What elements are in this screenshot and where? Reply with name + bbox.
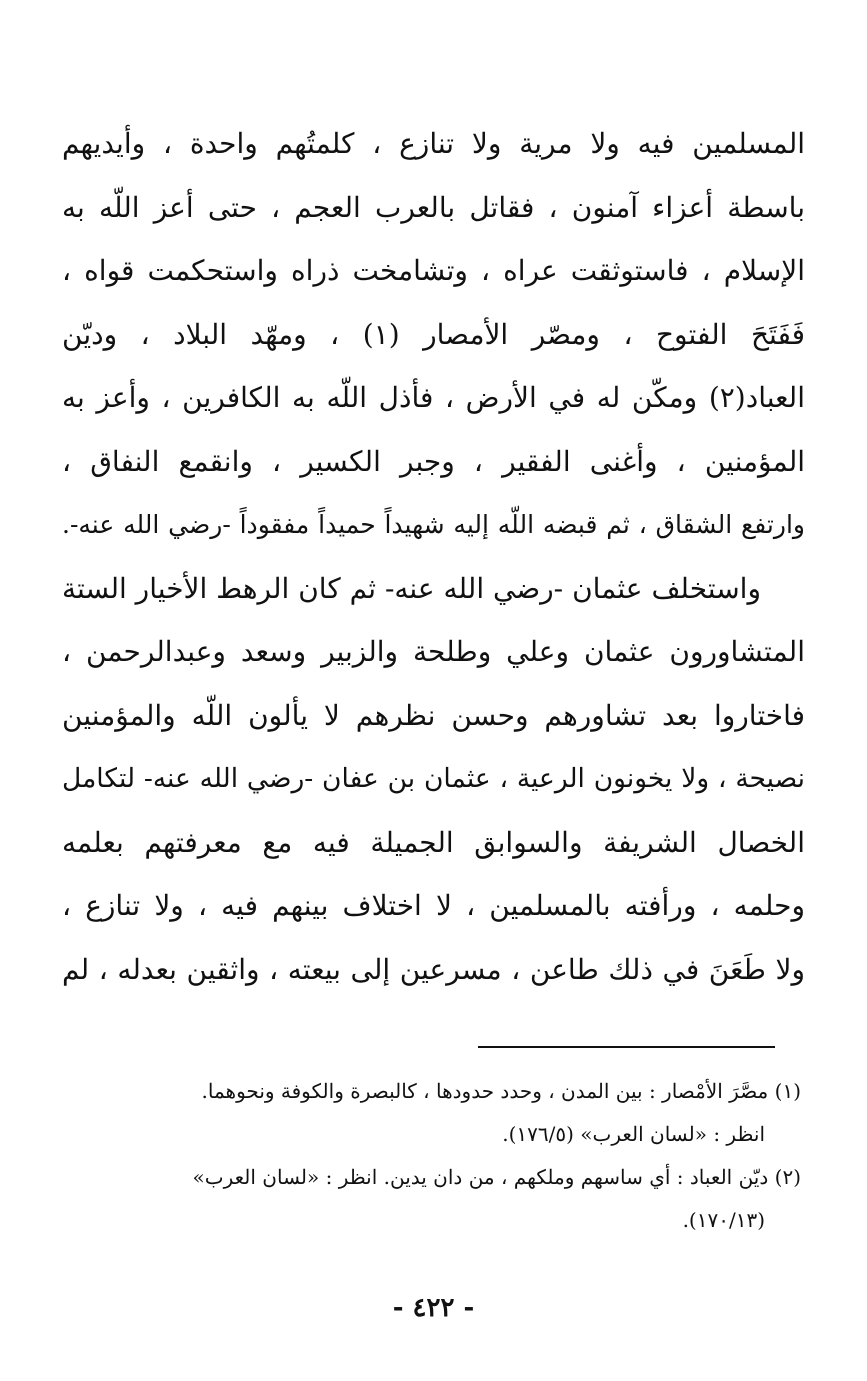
text-line: الإسلام ، فاستوثقت عراه ، وتشامخت ذراه واستحكمت قواه ، xyxy=(62,254,805,287)
text-line: واستخلف عثمان -رضي الله عنه- ثم كان الرهط الأخيار الستة xyxy=(62,571,761,605)
footnote-separator xyxy=(478,1046,775,1048)
text-line: المؤمنين ، وأغنى الفقير ، وجبر الكسير ، وانقمع النفاق ، xyxy=(62,444,805,478)
text-line: فاختاروا بعد تشاورهم وحسن نظرهم لا يألون اللّه والمؤمنين xyxy=(62,698,805,732)
page-number: - ٤٢٢ - xyxy=(392,1293,475,1323)
footnote-2-continuation: (١٧٠/١٣). xyxy=(682,1208,765,1232)
text-line: باسطة أعزاء آمنون ، فقاتل بالعرب العجم ، حتى أعز اللّه به xyxy=(62,190,805,224)
text-line: وحلمه ، ورأفته بالمسلمين ، لا اختلاف بينهم فيه ، ولا تنازع ، xyxy=(62,889,805,922)
text-line: العباد(٢) ومكّن له في الأرض ، فأذل اللّه به الكافرين ، وأعز به xyxy=(62,381,805,414)
footnotes xyxy=(62,1070,801,1242)
text-line: ولا طَعَنَ في ذلك طاعن ، مسرعين إلى بيعته ، واثقين بعدله ، لم xyxy=(62,952,805,986)
text-line: وارتفع الشقاق ، ثم قبضه اللّه إليه شهيداً حميداً مفقوداً -رضي الله عنه-. xyxy=(62,510,805,539)
main-text xyxy=(62,112,805,1001)
footnote-1-continuation: انظر : «لسان العرب» (١٧٦/٥). xyxy=(502,1122,765,1146)
text-line: المتشاورون عثمان وعلي وطلحة والزبير وسعد وعبدالرحمن ، xyxy=(62,635,805,668)
text-line: نصيحة ، ولا يخونون الرعية ، عثمان بن عفان -رضي الله عنه- لتكامل xyxy=(62,763,805,794)
text-line: الخصال الشريفة والسوابق الجميلة فيه مع معرفتهم بعلمه xyxy=(62,825,805,859)
footnote-2: (٢) ديّن العباد : أي ساسهم وملكهم ، من دان يدين. انظر : «لسان العرب» xyxy=(192,1165,801,1189)
text-line: المسلمين فيه ولا مرية ولا تنازع ، كلمتُهم واحدة ، وأيديهم xyxy=(62,127,805,160)
footnote-1: (١) مصَّرَ الأمْصار : بين المدن ، وحدد حدودها ، كالبصرة والكوفة ونحوهما. xyxy=(201,1079,801,1103)
text-line: فَفَتَحَ الفتوح ، ومصّر الأمصار (١) ، ومهّد البلاد ، وديّن xyxy=(62,317,805,351)
